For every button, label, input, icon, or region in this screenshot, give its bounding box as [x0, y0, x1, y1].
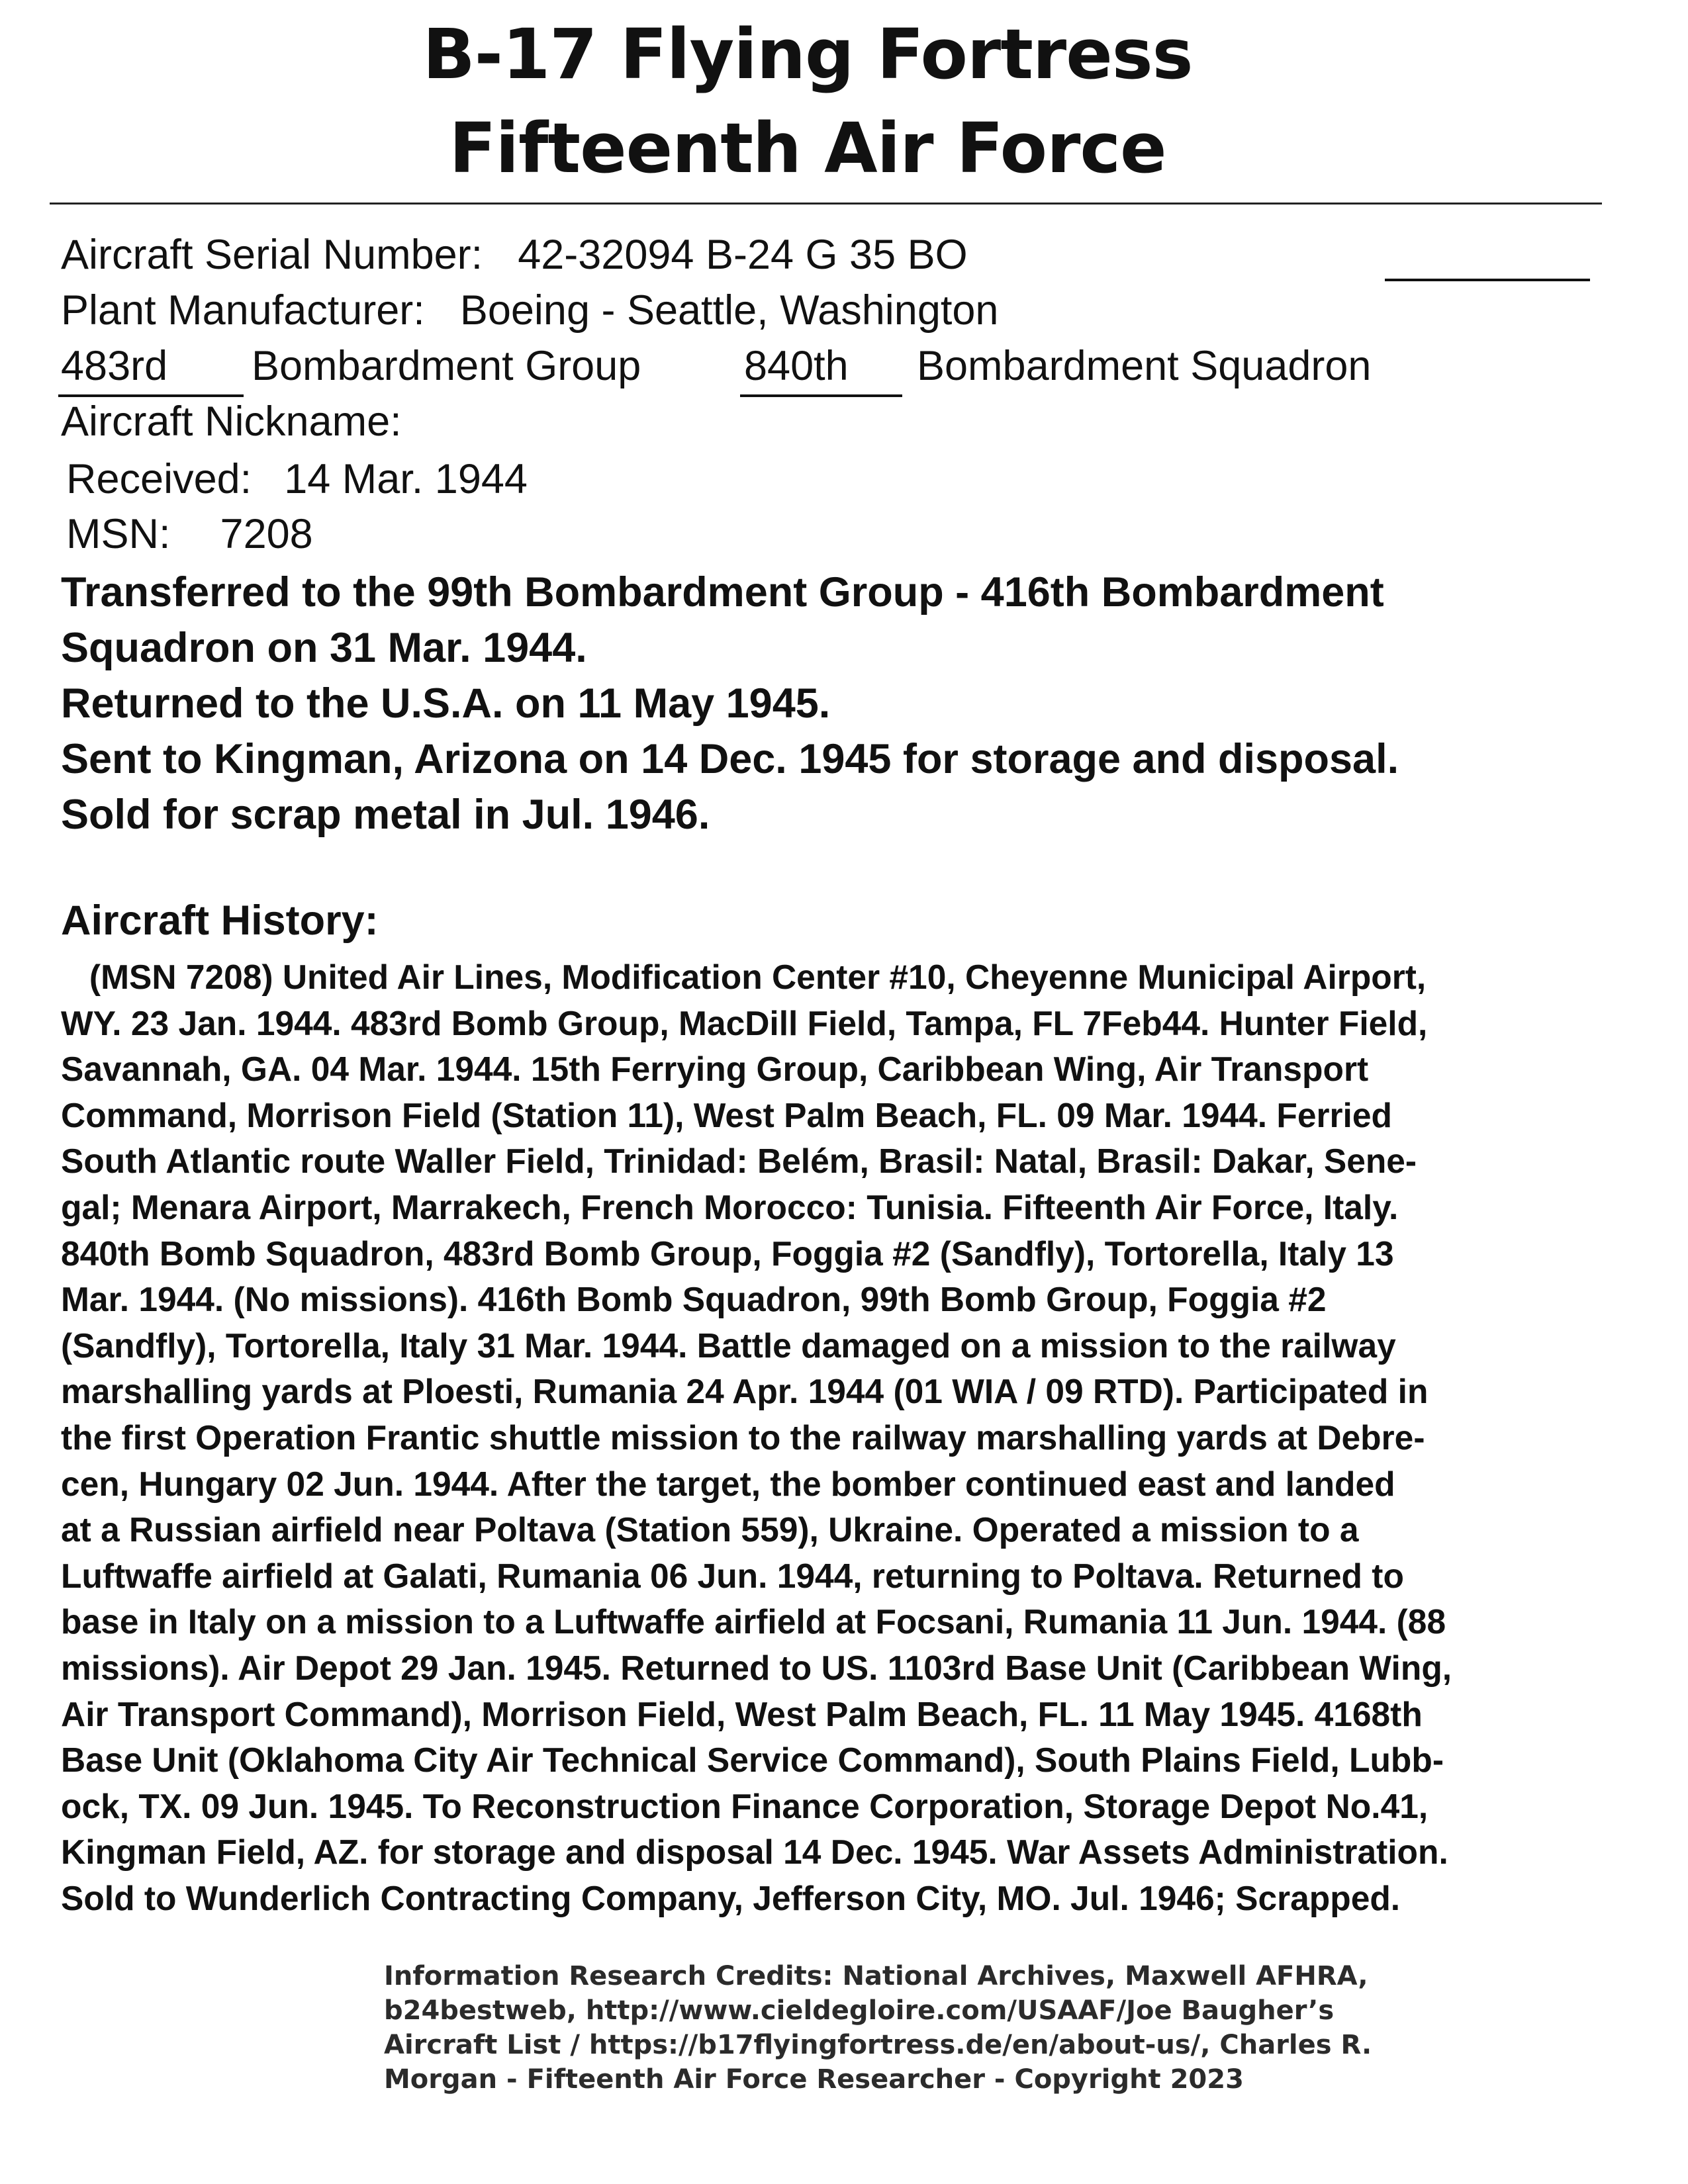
history-line: cen, Hungary 02 Jun. 1944. After the target, the bomber continued east and landed [61, 1464, 1395, 1503]
serial-number-value: 42-32094 B-24 G 35 BO [518, 232, 968, 278]
history-line: South Atlantic route Waller Field, Trinidad: Belém, Brasil: Natal, Brasil: Dakar, Sene- [61, 1142, 1417, 1181]
msn-row [66, 510, 313, 560]
history-line: the first Operation Frantic shuttle mission to the railway marshalling yards at Debre- [61, 1418, 1425, 1457]
credits-line: Morgan - Fifteenth Air Force Researcher - Copyright 2023 [384, 2064, 1244, 2095]
credits-line: Aircraft List / https://b17flyingfortress.de/en/about-us/, Charles R. [384, 2030, 1372, 2060]
history-line: Luftwaffe airfield at Galati, Rumania 06 Jun. 1944, returning to Poltava. Returned to [61, 1556, 1404, 1595]
msn-label: MSN: [66, 511, 171, 557]
history-line: at a Russian airfield near Poltava (Station 559), Ukraine. Operated a mission to a [61, 1510, 1359, 1549]
history-line: (Sandfly), Tortorella, Italy 31 Mar. 1944. Battle damaged on a mission to the railway [61, 1326, 1396, 1365]
squadron-underline [740, 394, 902, 397]
history-line: WY. 23 Jan. 1944. 483rd Bomb Group, MacDill Field, Tampa, FL 7Feb44. Hunter Field, [61, 1003, 1428, 1042]
msn-value: 7208 [220, 511, 313, 557]
research-credits [384, 1959, 1372, 2097]
history-line: Air Transport Command), Morrison Field, West Palm Beach, FL. 11 May 1945. 4168th [61, 1694, 1423, 1733]
serial-number-row [61, 230, 968, 281]
manufacturer-label: Plant Manufacturer: [61, 287, 425, 334]
manufacturer-row [61, 286, 998, 336]
received-value: 14 Mar. 1944 [284, 456, 528, 502]
history-line: (MSN 7208) United Air Lines, Modification Center #10, Cheyenne Municipal Airport, [61, 958, 1427, 996]
history-body [61, 954, 1663, 1921]
serial-blank-underline [1385, 279, 1590, 281]
history-line: Savannah, GA. 04 Mar. 1944. 15th Ferrying Group, Caribbean Wing, Air Transport [61, 1050, 1369, 1089]
summary-line: Sent to Kingman, Arizona on 14 Dec. 1945 for storage and disposal. [61, 736, 1399, 782]
summary-line: Transferred to the 99th Bombardment Group - 416th Bombardment [61, 569, 1384, 615]
history-line: Sold to Wunderlich Contracting Company, Jefferson City, MO. Jul. 1946; Scrapped. [61, 1878, 1401, 1917]
summary-line: Returned to the U.S.A. on 11 May 1945. [61, 680, 831, 727]
received-label: Received: [66, 456, 252, 502]
nickname-label: Aircraft Nickname: [61, 398, 402, 445]
history-heading: Aircraft History: [61, 897, 379, 944]
history-line: base in Italy on a mission to a Luftwaffe airfield at Focsani, Rumania 11 Jun. 1944. (88 [61, 1602, 1446, 1641]
history-line: Command, Morrison Field (Station 11), West Palm Beach, FL. 09 Mar. 1944. Ferried [61, 1095, 1392, 1134]
squadron-value: 840th [744, 343, 849, 389]
history-line: Mar. 1944. (No missions). 416th Bomb Squadron, 99th Bomb Group, Foggia #2 [61, 1280, 1327, 1319]
summary-line: Sold for scrap metal in Jul. 1946. [61, 792, 710, 838]
history-line: gal; Menara Airport, Marrakech, French Morocco: Tunisia. Fifteenth Air Force, Italy. [61, 1187, 1399, 1226]
page-subtitle: Fifteenth Air Force [449, 108, 1166, 189]
group-value: 483rd [61, 343, 168, 389]
history-line: marshalling yards at Ploesti, Rumania 24 Apr. 1944 (01 WIA / 09 RTD). Participated in [61, 1372, 1429, 1411]
squadron-label: Bombardment Squadron [917, 343, 1372, 389]
header-divider [50, 203, 1602, 205]
history-line: 840th Bomb Squadron, 483rd Bomb Group, Foggia #2 (Sandfly), Tortorella, Italy 13 [61, 1234, 1394, 1273]
received-row [66, 455, 528, 505]
summary-line: Squadron on 31 Mar. 1944. [61, 625, 587, 671]
history-line: Kingman Field, AZ. for storage and disposal 14 Dec. 1945. War Assets Administration. [61, 1833, 1448, 1872]
manufacturer-value: Boeing - Seattle, Washington [459, 287, 999, 334]
history-line: Base Unit (Oklahoma City Air Technical Service Command), South Plains Field, Lubb- [61, 1741, 1444, 1780]
serial-number-label: Aircraft Serial Number: [61, 232, 483, 278]
page-title: B-17 Flying Fortress [422, 14, 1193, 95]
group-label: Bombardment Group [252, 343, 641, 389]
credits-line: Information Research Credits: National Archives, Maxwell AFHRA, [384, 1961, 1368, 1991]
history-line: ock, TX. 09 Jun. 1945. To Reconstruction Finance Corporation, Storage Depot No.41, [61, 1786, 1429, 1825]
credits-line: b24bestweb, http://www.cieldegloire.com/USAAF/Joe Baugher’s [384, 1995, 1335, 2026]
history-line: missions). Air Depot 29 Jan. 1945. Returned to US. 1103rd Base Unit (Caribbean Wing, [61, 1648, 1452, 1687]
